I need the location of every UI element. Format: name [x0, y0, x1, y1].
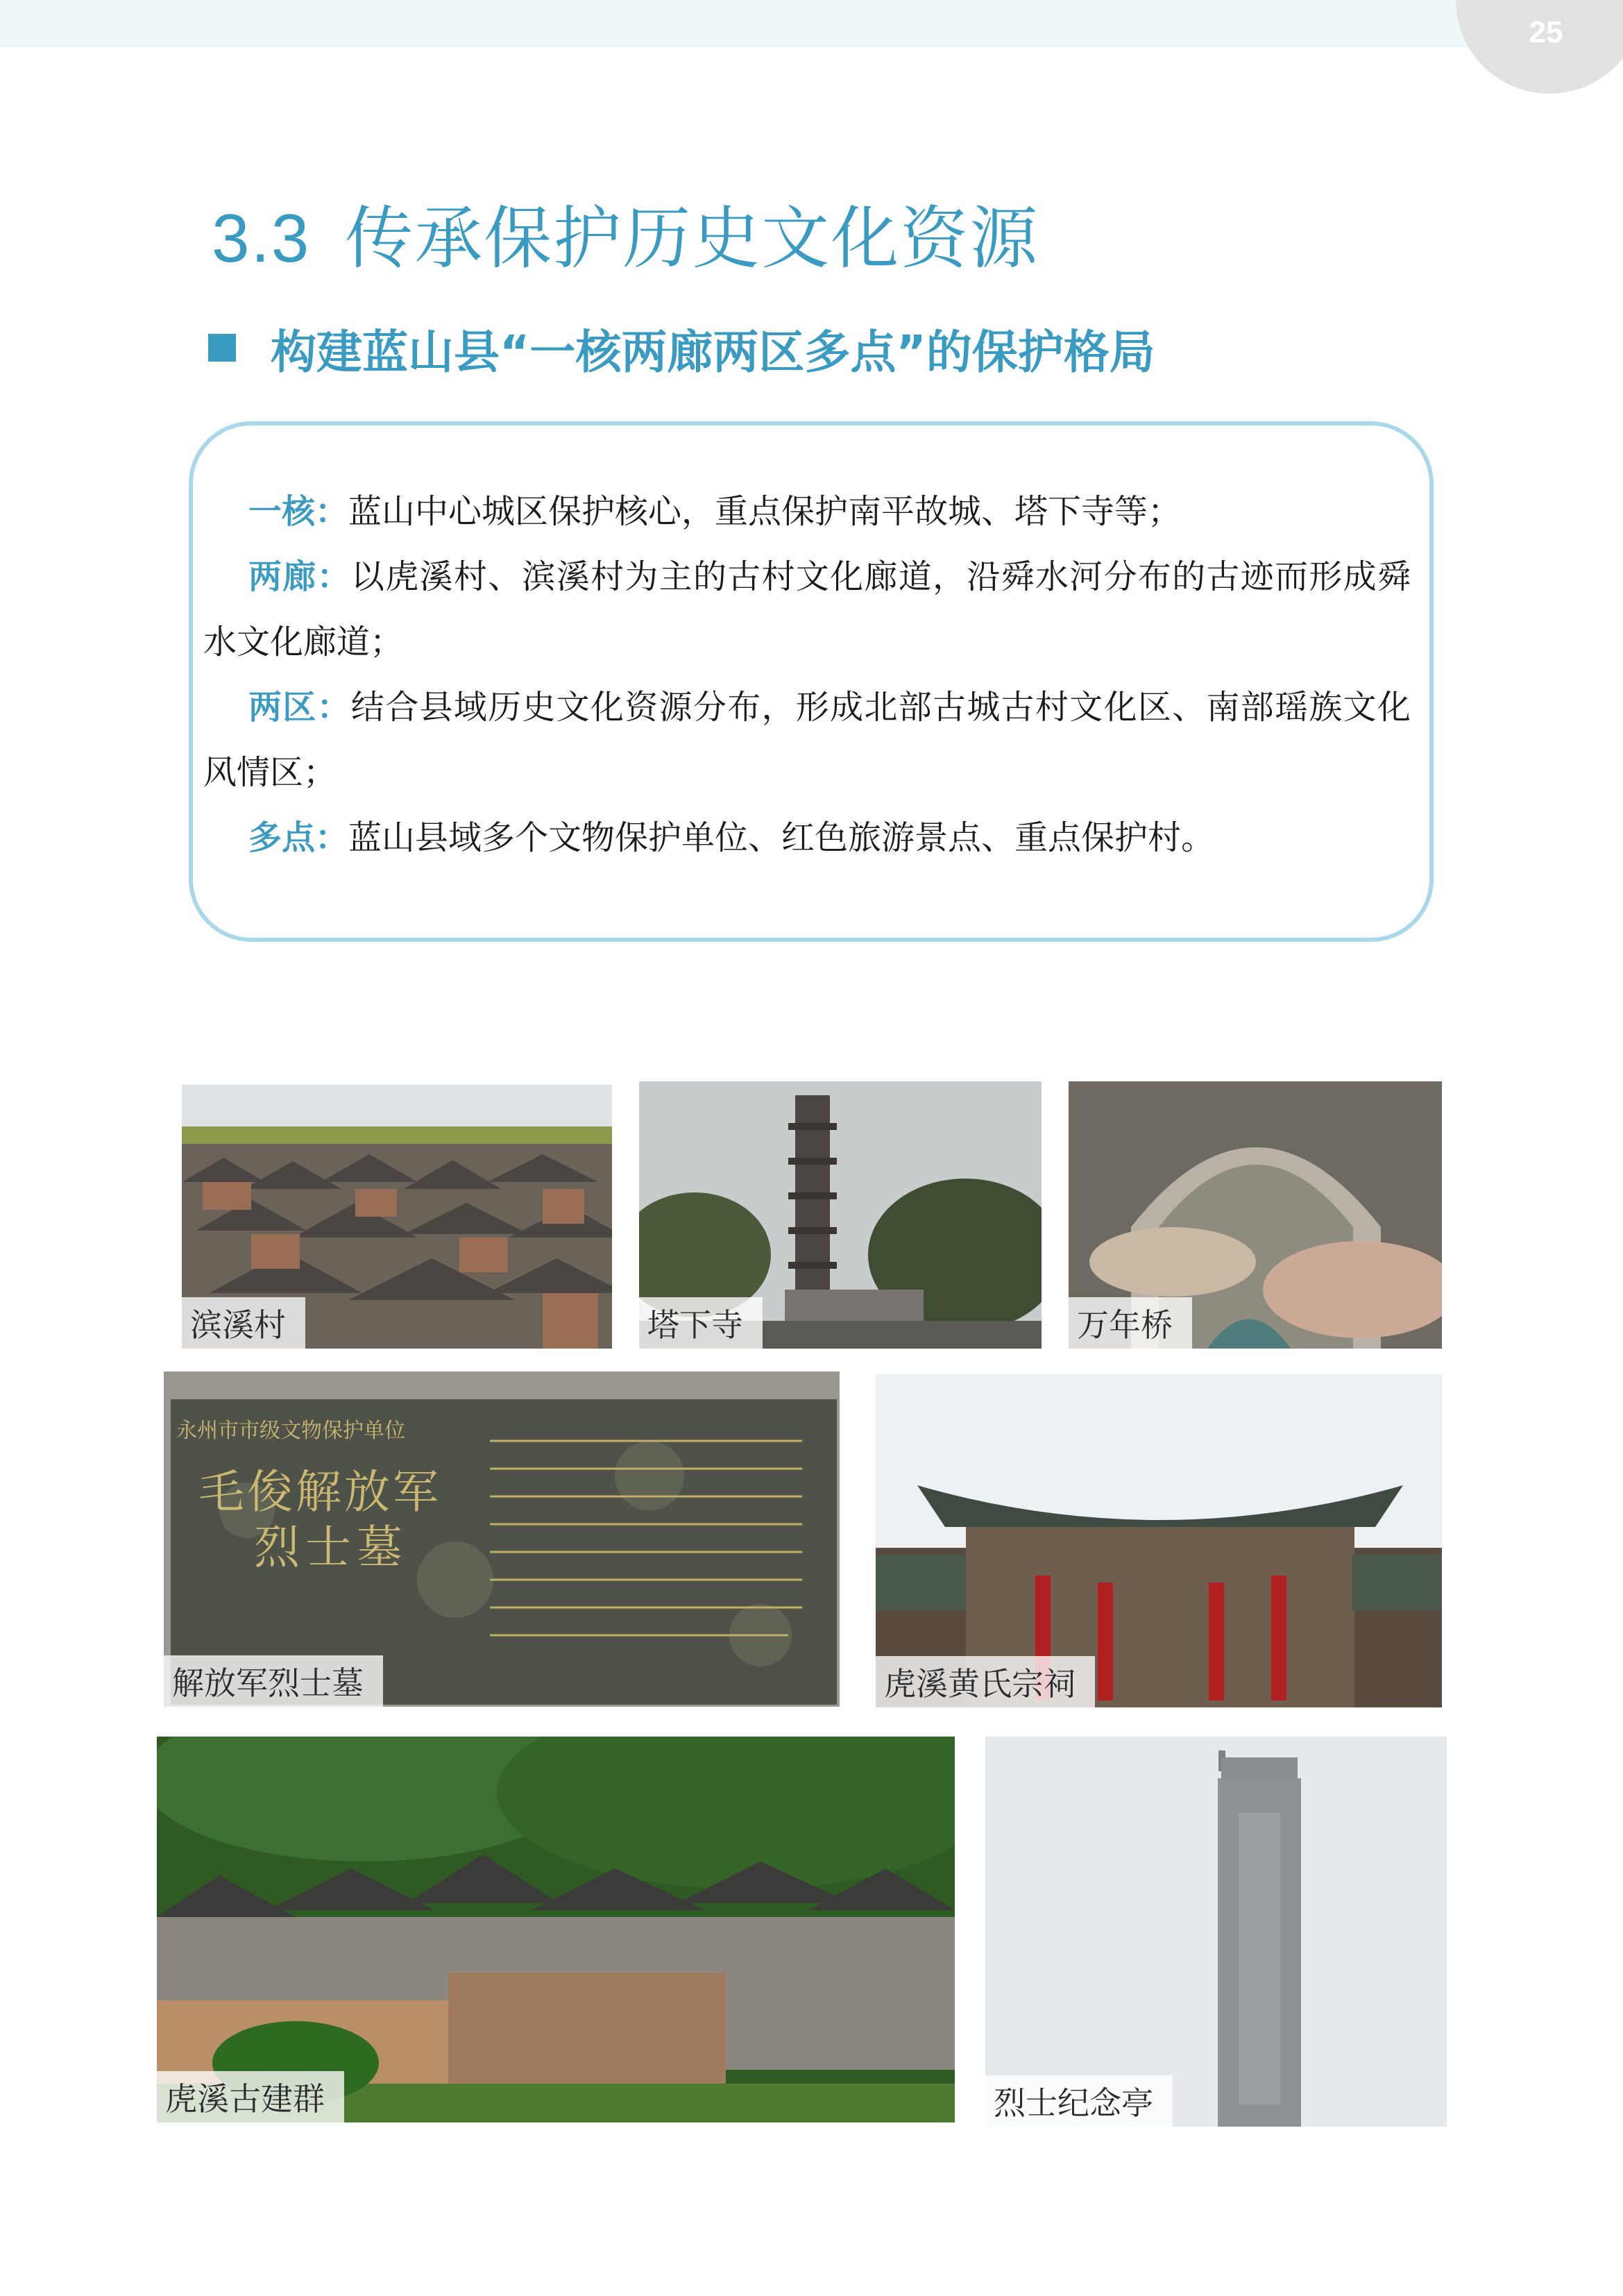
subheading: [208, 316, 1155, 379]
photo-taxia-temple: [639, 1081, 1042, 1349]
item-term: 两廊：: [248, 557, 351, 596]
section-number: 3.3: [212, 200, 311, 276]
photo-binxi-village: [182, 1085, 612, 1349]
photo-martyrs-tomb: [164, 1371, 840, 1707]
item-text: 结合县域历史文化资源分布，形成北部古城古村文化区、南部瑶族文化风情区；: [203, 688, 1411, 792]
item-term: 多点：: [248, 818, 349, 857]
section-title: [212, 184, 1039, 282]
item-text: 以虎溪村、滨溪村为主的古村文化廊道，沿舜水河分布的古迹而形成舜水文化廊道；: [203, 557, 1411, 661]
photo-caption: 烈士纪念亭: [985, 2075, 1173, 2127]
tablet-header: 永州市市级文物保护单位: [176, 1419, 405, 1443]
tablet-subtitle: 烈士墓: [254, 1521, 408, 1574]
section-title-text: 传承保护历史文化资源: [345, 199, 1039, 278]
tablet-title: 毛俊解放军: [198, 1465, 441, 1519]
item-core: [203, 479, 1411, 544]
info-box-content: [203, 479, 1411, 870]
item-term: 一核：: [248, 492, 349, 531]
memorial-monument-image: [985, 1737, 1447, 2127]
item-corridors: [203, 544, 1411, 675]
ancient-buildings-image: [157, 1737, 955, 2122]
item-zones: [203, 675, 1411, 805]
photo-martyrs-memorial: [985, 1737, 1447, 2127]
photo-wannian-bridge: [1069, 1081, 1442, 1349]
item-points: [203, 805, 1411, 870]
photo-caption: 虎溪古建群: [157, 2071, 344, 2122]
item-text: 蓝山县域多个文物保护单位、红色旅游景点、重点保护村。: [348, 818, 1215, 857]
subheading-text: 构建蓝山县“一核两廊两区多点”的保护格局: [271, 325, 1155, 379]
photo-huxi-ancient-buildings: [157, 1737, 955, 2122]
photo-huangshi-hall: [876, 1374, 1442, 1707]
item-term: 两区：: [248, 688, 351, 727]
top-band: [0, 0, 1623, 47]
photo-caption: 虎溪黄氏宗祠: [876, 1656, 1095, 1707]
square-bullet-icon: [208, 334, 236, 362]
photo-caption: 解放军烈士墓: [164, 1655, 383, 1707]
photo-caption: 塔下寺: [639, 1297, 763, 1349]
page-number: 25: [1529, 15, 1563, 49]
item-text: 蓝山中心城区保护核心，重点保护南平故城、塔下寺等；: [348, 492, 1182, 531]
photo-caption: 滨溪村: [182, 1297, 305, 1349]
photo-caption: 万年桥: [1069, 1297, 1192, 1349]
